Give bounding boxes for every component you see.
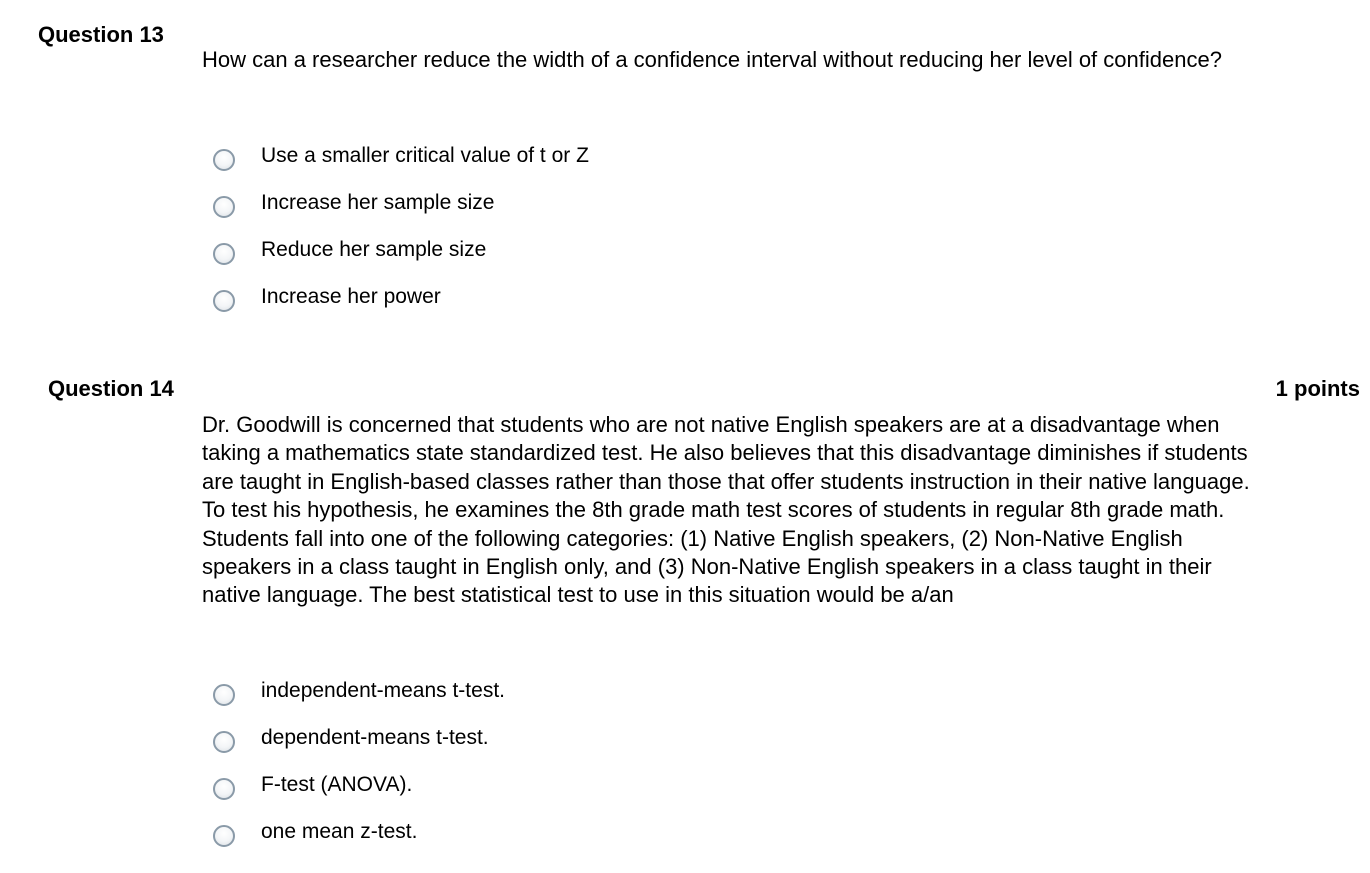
- radio-button[interactable]: [213, 243, 235, 265]
- option-label: Increase her sample size: [261, 191, 495, 214]
- radio-button[interactable]: [213, 684, 235, 706]
- q14-option-1[interactable]: [213, 676, 505, 706]
- q13-option-2[interactable]: [213, 188, 494, 218]
- q14-option-2[interactable]: [213, 723, 489, 753]
- q13-option-4[interactable]: [213, 282, 441, 312]
- option-label: independent-means t-test.: [261, 679, 505, 702]
- q13-option-3[interactable]: [213, 235, 486, 265]
- q14-option-3[interactable]: [213, 770, 412, 800]
- radio-button[interactable]: [213, 778, 235, 800]
- option-label: Use a smaller critical value of t or Z: [261, 144, 589, 167]
- option-label: dependent-means t-test.: [261, 726, 489, 749]
- question-13-text: How can a researcher reduce the width of a confidence interval without reducing her level of confidence?: [202, 47, 1222, 72]
- question-14-text: Dr. Goodwill is concerned that students who are not native English speakers are at a disadvantage when taking a mathematics state standardized test. He also believes that this disadvantage diminishes if students are taught in English-based classes rather than those that offer students instruction in their native language. To test his hypothesis, he examines the 8th grade math test scores of students in regular 8th grade math. Students fall into one of the following categories: (1) Native English speakers, (2) Non-Native English speakers in a class taught in English only, and (3) Non-Native English speakers in a class taught in their native language. The best statistical test to use in this situation would be a/an: [202, 412, 1250, 608]
- option-label: Increase her power: [261, 285, 441, 308]
- radio-button[interactable]: [213, 196, 235, 218]
- option-label: F-test (ANOVA).: [261, 773, 413, 796]
- question-13-title: Question 13: [38, 22, 164, 47]
- q13-option-1[interactable]: [213, 141, 589, 171]
- question-14-title: Question 14: [48, 376, 174, 401]
- q14-option-4[interactable]: [213, 817, 417, 847]
- radio-button[interactable]: [213, 290, 235, 312]
- radio-button[interactable]: [213, 149, 235, 171]
- question-14-points: 1 points: [1275, 376, 1360, 401]
- option-label: one mean z-test.: [261, 820, 418, 843]
- radio-button[interactable]: [213, 731, 235, 753]
- radio-button[interactable]: [213, 825, 235, 847]
- option-label: Reduce her sample size: [261, 238, 487, 261]
